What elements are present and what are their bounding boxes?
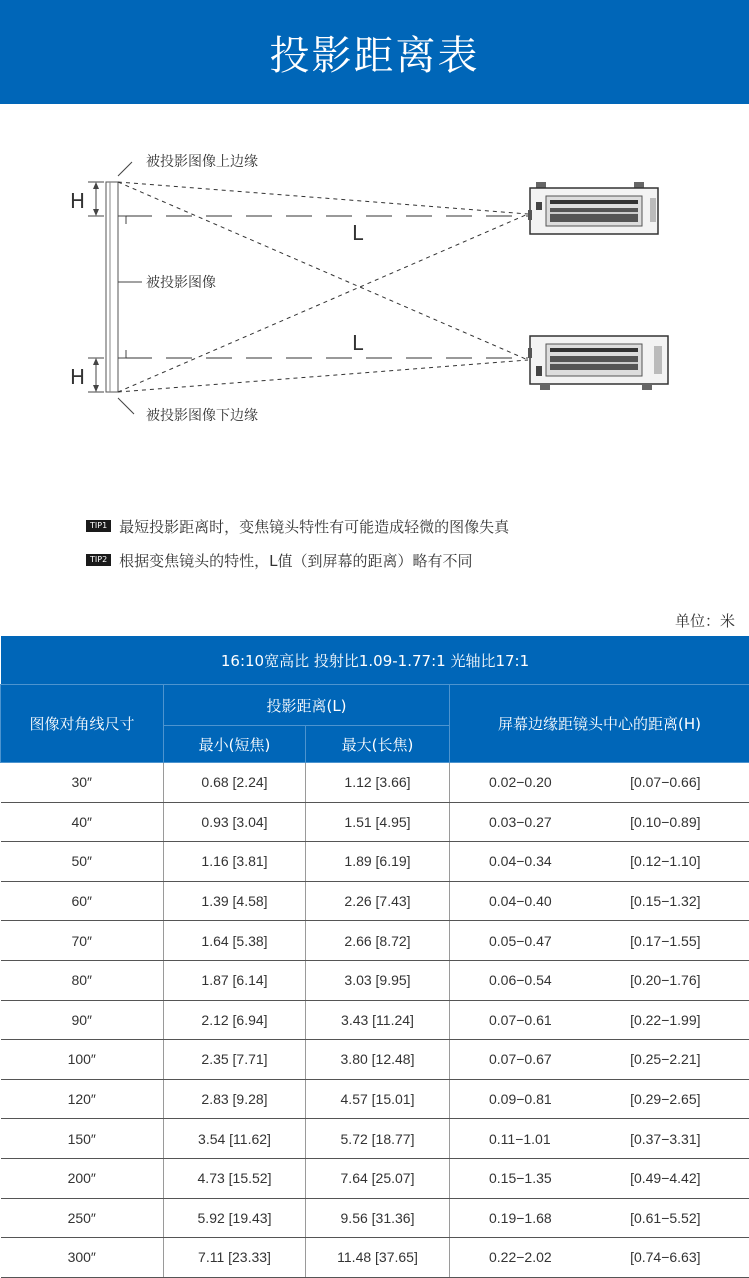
- cell-size: 40″: [1, 802, 164, 842]
- cell-h-meters: 0.02−0.20: [489, 774, 552, 790]
- cell-h: [450, 763, 749, 803]
- table-row: [1, 881, 749, 921]
- table-row: [1, 921, 749, 961]
- h-label-bottom: H: [70, 365, 85, 389]
- cell-h: [450, 1198, 749, 1238]
- tip-item: [86, 509, 509, 543]
- cell-max-distance: 3.80 [12.48]: [306, 1040, 450, 1080]
- cell-min-distance: 3.54 [11.62]: [164, 1119, 306, 1159]
- table-row: [1, 1119, 749, 1159]
- cell-max-distance: 2.66 [8.72]: [306, 921, 450, 961]
- cell-max-distance: 11.48 [37.65]: [306, 1238, 450, 1278]
- cell-h-feet: [0.22−1.99]: [630, 1012, 700, 1028]
- projection-diagram: [0, 104, 749, 504]
- cell-h-meters: 0.05−0.47: [489, 933, 552, 949]
- ray-top-2: [118, 214, 528, 392]
- screen-bar: [106, 182, 118, 392]
- cell-h-meters: 0.03−0.27: [489, 814, 552, 830]
- table-row: [1, 1079, 749, 1119]
- tip-item: [86, 543, 509, 577]
- tip-badge: TIP2: [86, 554, 111, 566]
- cell-max-distance: 3.03 [9.95]: [306, 960, 450, 1000]
- table-row: [1, 1158, 749, 1198]
- header-h: 屏幕边缘距镜头中心的距离(H): [450, 685, 749, 763]
- cell-min-distance: 0.93 [3.04]: [164, 802, 306, 842]
- cell-size: 70″: [1, 921, 164, 961]
- cell-h: [450, 921, 749, 961]
- cell-min-distance: 2.12 [6.94]: [164, 1000, 306, 1040]
- cell-max-distance: 3.43 [11.24]: [306, 1000, 450, 1040]
- header-max: 最大(长焦): [306, 726, 450, 763]
- cell-max-distance: 1.12 [3.66]: [306, 763, 450, 803]
- cell-h-feet: [0.29−2.65]: [630, 1091, 700, 1107]
- h-bottom-arrow-head-down: [93, 385, 99, 392]
- projector-ceiling-icon: [528, 182, 658, 234]
- page-title: [0, 0, 749, 104]
- l-label-top: L: [352, 221, 364, 245]
- header-min: 最小(短焦): [164, 726, 306, 763]
- cell-h: [450, 1000, 749, 1040]
- cell-h-feet: [0.37−3.31]: [630, 1131, 700, 1147]
- page-title-text: 投影距离表: [270, 24, 480, 81]
- cell-size: 300″: [1, 1238, 164, 1278]
- l-label-bottom: L: [352, 331, 364, 355]
- cell-h-feet: [0.74−6.63]: [630, 1249, 700, 1265]
- cell-h: [450, 1040, 749, 1080]
- h-top-arrow-head-down: [93, 209, 99, 216]
- cell-h-meters: 0.09−0.81: [489, 1091, 552, 1107]
- cell-size: 150″: [1, 1119, 164, 1159]
- label-top-edge: 被投影图像上边缘: [146, 153, 258, 170]
- cell-min-distance: 2.35 [7.71]: [164, 1040, 306, 1080]
- cell-h-feet: [0.07−0.66]: [630, 774, 700, 790]
- cell-h-feet: [0.25−2.21]: [630, 1051, 700, 1067]
- cell-min-distance: 1.87 [6.14]: [164, 960, 306, 1000]
- table-row: [1, 802, 749, 842]
- cell-h-feet: [0.20−1.76]: [630, 972, 700, 988]
- cell-min-distance: 1.64 [5.38]: [164, 921, 306, 961]
- cell-h-feet: [0.12−1.10]: [630, 853, 700, 869]
- right-angle-bottom: [118, 350, 126, 358]
- cell-min-distance: 5.92 [19.43]: [164, 1198, 306, 1238]
- cell-h-meters: 0.04−0.34: [489, 853, 552, 869]
- table-row: [1, 1040, 749, 1080]
- cell-size: 100″: [1, 1040, 164, 1080]
- cell-h-meters: 0.07−0.67: [489, 1051, 552, 1067]
- cell-min-distance: 0.68 [2.24]: [164, 763, 306, 803]
- cell-max-distance: 1.89 [6.19]: [306, 842, 450, 882]
- cell-min-distance: 1.16 [3.81]: [164, 842, 306, 882]
- cell-size: 200″: [1, 1158, 164, 1198]
- h-top-arrow-head-up: [93, 182, 99, 189]
- cell-h-feet: [0.15−1.32]: [630, 893, 700, 909]
- cell-max-distance: 1.51 [4.95]: [306, 802, 450, 842]
- cell-h-meters: 0.06−0.54: [489, 972, 552, 988]
- distance-table: [0, 636, 749, 1278]
- cell-size: 250″: [1, 1198, 164, 1238]
- tip-text: 最短投影距离时，变焦镜头特性有可能造成轻微的图像失真: [119, 516, 509, 537]
- projector-table-icon: [528, 336, 668, 390]
- cell-h: [450, 881, 749, 921]
- tip-text: 根据变焦镜头的特性，L值（到屏幕的距离）略有不同: [119, 550, 472, 571]
- cell-size: 30″: [1, 763, 164, 803]
- cell-h: [450, 1079, 749, 1119]
- cell-h-feet: [0.49−4.42]: [630, 1170, 700, 1186]
- cell-h-feet: [0.17−1.55]: [630, 933, 700, 949]
- cell-size: 50″: [1, 842, 164, 882]
- cell-size: 90″: [1, 1000, 164, 1040]
- label-bottom-edge: 被投影图像下边缘: [146, 407, 258, 424]
- table-row: [1, 842, 749, 882]
- tip-badge: TIP1: [86, 520, 111, 532]
- cell-h-meters: 0.15−1.35: [489, 1170, 552, 1186]
- cell-h: [450, 960, 749, 1000]
- table-caption: 16:10宽高比 投射比1.09-1.77:1 光轴比17:1: [1, 636, 749, 685]
- cell-min-distance: 4.73 [15.52]: [164, 1158, 306, 1198]
- leader-bottom: [118, 398, 134, 414]
- cell-size: 120″: [1, 1079, 164, 1119]
- cell-h-meters: 0.22−2.02: [489, 1249, 552, 1265]
- cell-max-distance: 2.26 [7.43]: [306, 881, 450, 921]
- cell-h-meters: 0.07−0.61: [489, 1012, 552, 1028]
- header-distance: 投影距离(L): [164, 685, 450, 726]
- h-label-top: H: [70, 189, 85, 213]
- cell-h-feet: [0.10−0.89]: [630, 814, 700, 830]
- cell-max-distance: 4.57 [15.01]: [306, 1079, 450, 1119]
- cell-h: [450, 1158, 749, 1198]
- table-body: [1, 763, 749, 1278]
- cell-h: [450, 842, 749, 882]
- cell-max-distance: 7.64 [25.07]: [306, 1158, 450, 1198]
- cell-h-feet: [0.61−5.52]: [630, 1210, 700, 1226]
- cell-min-distance: 2.83 [9.28]: [164, 1079, 306, 1119]
- unit-label: 单位：米: [675, 610, 735, 631]
- header-size: 图像对角线尺寸: [1, 685, 164, 763]
- table-row: [1, 1198, 749, 1238]
- h-bottom-arrow-head-up: [93, 358, 99, 365]
- table-row: [1, 763, 749, 803]
- cell-h: [450, 1238, 749, 1278]
- label-image: 被投影图像: [146, 274, 216, 291]
- cell-size: 60″: [1, 881, 164, 921]
- right-angle-top: [118, 216, 126, 224]
- cell-h-meters: 0.19−1.68: [489, 1210, 552, 1226]
- cell-h-meters: 0.11−1.01: [489, 1131, 551, 1147]
- table-row: [1, 960, 749, 1000]
- table-row: [1, 1000, 749, 1040]
- table-row: [1, 1238, 749, 1278]
- cell-size: 80″: [1, 960, 164, 1000]
- ray-bottom-1: [118, 182, 528, 360]
- leader-top: [118, 162, 132, 176]
- cell-h-meters: 0.04−0.40: [489, 893, 552, 909]
- cell-h: [450, 802, 749, 842]
- cell-max-distance: 5.72 [18.77]: [306, 1119, 450, 1159]
- cell-h: [450, 1119, 749, 1159]
- cell-min-distance: 1.39 [4.58]: [164, 881, 306, 921]
- tips-section: [86, 509, 509, 577]
- cell-min-distance: 7.11 [23.33]: [164, 1238, 306, 1278]
- cell-max-distance: 9.56 [31.36]: [306, 1198, 450, 1238]
